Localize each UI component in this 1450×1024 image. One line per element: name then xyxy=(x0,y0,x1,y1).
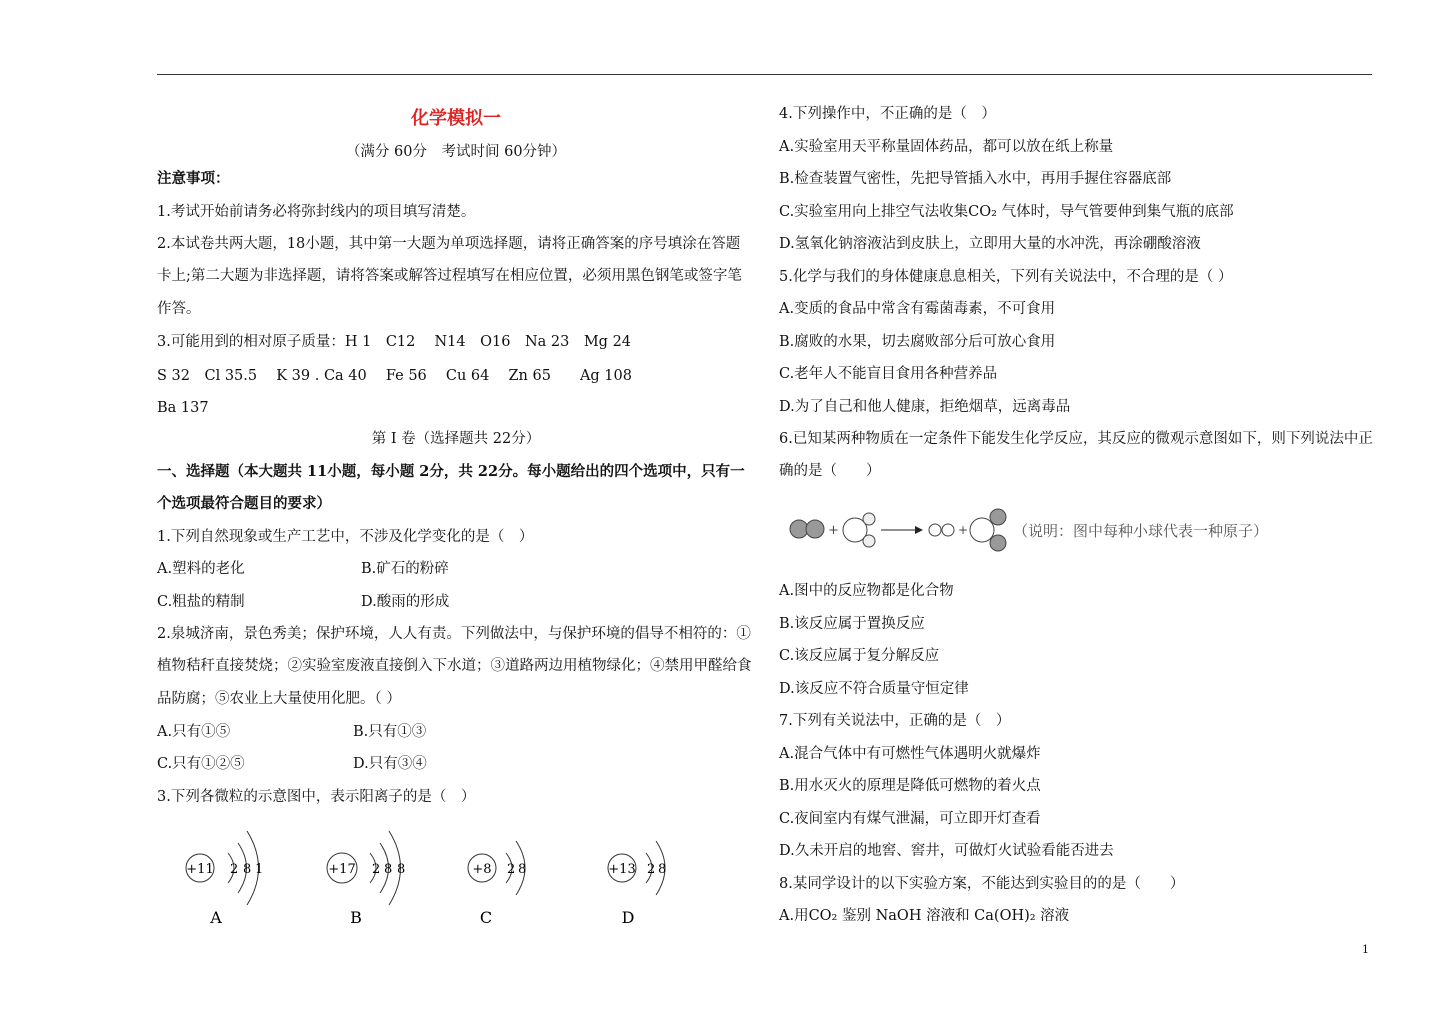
svg-text:A: A xyxy=(210,908,222,927)
q3-stem: 3.下列各微粒的示意图中，表示阳离子的是（ ） xyxy=(157,789,476,805)
atom-diagram-d xyxy=(608,841,666,927)
svg-text:+13: +13 xyxy=(608,862,636,877)
q2-option-b: B.只有①③ xyxy=(353,724,427,740)
notice-line: 1.考试开始前请务必将弥封线内的项目填写清楚。 xyxy=(157,204,476,220)
q1-option-a: A.塑料的老化 xyxy=(157,561,245,577)
subtitle: （满分 60分 考试时间 60分钟） xyxy=(345,144,567,160)
svg-text:D: D xyxy=(621,908,635,927)
notice-line: 2.本试卷共两大题，18小题，其中第一大题为单项选择题，请将正确答案的序号填涂在答题 xyxy=(157,236,741,252)
q6-option-a: A.图中的反应物都是化合物 xyxy=(779,583,954,599)
page-title: 化学模拟一 xyxy=(411,108,501,129)
svg-text:B: B xyxy=(350,908,362,927)
page-number: 1 xyxy=(1362,943,1369,956)
q1-stem: 1.下列自然现象或生产工艺中，不涉及化学变化的是（ ） xyxy=(157,529,534,545)
q2-stem: 品防腐；⑤农业上大量使用化肥。（ ） xyxy=(157,691,401,707)
svg-text:+17: +17 xyxy=(328,862,356,877)
svg-text:8: 8 xyxy=(397,862,406,877)
q4-stem: 4.下列操作中，不正确的是（ ） xyxy=(779,106,996,122)
svg-text:+: + xyxy=(828,523,839,538)
q1-option-c: C.粗盐的精制 xyxy=(157,594,245,610)
q8-option-a: A.用CO₂ 鉴别 NaOH 溶液和 Ca(OH)₂ 溶液 xyxy=(779,908,1070,924)
atom-diagram-c xyxy=(468,841,526,927)
q6-option-b: B.该反应属于置换反应 xyxy=(779,616,925,632)
atom-diagram-b xyxy=(327,831,405,927)
svg-text:1: 1 xyxy=(255,862,264,877)
part-heading: 个选项最符合题目的要求） xyxy=(157,495,331,512)
q7-option-a: A.混合气体中有可燃性气体遇明火就爆炸 xyxy=(779,746,1041,762)
section-title: 第 I 卷（选择题共 22分） xyxy=(371,431,541,447)
q2-option-d: D.只有③④ xyxy=(353,756,427,772)
q7-stem: 7.下列有关说法中，正确的是（ ） xyxy=(779,713,1011,729)
svg-text:8: 8 xyxy=(658,862,667,877)
notice-line: 作答。 xyxy=(157,301,201,317)
svg-text:8: 8 xyxy=(384,862,393,877)
q5-stem: 5.化学与我们的身体健康息息相关，下列有关说法中，不合理的是（ ） xyxy=(779,269,1233,285)
svg-text:C: C xyxy=(479,908,493,927)
q5-option-a: A.变质的食品中常含有霉菌毒素，不可食用 xyxy=(779,301,1056,317)
q2-option-c: C.只有①②⑤ xyxy=(157,756,245,772)
svg-text:2: 2 xyxy=(647,862,656,877)
header-rule xyxy=(157,74,1372,75)
q1-option-b: B.矿石的粉碎 xyxy=(361,561,449,577)
notice-line: Ba 137 xyxy=(157,400,209,416)
q4-option-c: C.实验室用向上排空气法收集CO₂ 气体时，导气管要伸到集气瓶的底部 xyxy=(779,204,1234,220)
atom-structure-diagrams xyxy=(170,825,690,935)
q5-option-d: D.为了自己和他人健康，拒绝烟草，远离毒品 xyxy=(779,399,1071,415)
notice-heading: 注意事项： xyxy=(157,170,230,187)
svg-text:8: 8 xyxy=(518,862,527,877)
notice-line: 3.可能用到的相对原子质量：H 1 C12 N14 O16 Na 23 Mg 24 xyxy=(157,334,632,350)
svg-text:+8: +8 xyxy=(472,862,492,877)
atom-diagram-a xyxy=(186,831,263,927)
svg-text:2: 2 xyxy=(507,862,516,877)
svg-text:+: + xyxy=(958,523,969,537)
reaction-note: （说明：图中每种小球代表一种原子） xyxy=(1013,522,1269,540)
svg-text:2: 2 xyxy=(372,862,381,877)
q2-stem: 2.泉城济南，景色秀美；保护环境，人人有责。下列做法中，与保护环境的倡导不相符的：① xyxy=(157,626,751,642)
q7-option-c: C.夜间室内有煤气泄漏，可立即开灯查看 xyxy=(779,811,1041,827)
q2-option-a: A.只有①⑤ xyxy=(157,724,231,740)
svg-text:2: 2 xyxy=(230,862,239,877)
q6-stem: 6.已知某两种物质在一定条件下能发生化学反应，其反应的微观示意图如下，则下列说法中正 xyxy=(779,431,1373,447)
notice-line: S 32 Cl 35.5 K 39 . Ca 40 Fe 56 Cu 64 Zn 65 Ag 108 xyxy=(157,368,632,384)
q4-option-b: B.检查装置气密性，先把导管插入水中，再用手握住容器底部 xyxy=(779,171,1172,187)
notice-line: 卡上;第二大题为非选择题，请将答案或解答过程填写在相应位置，必须用黑色钢笔或签字笔 xyxy=(157,268,742,284)
q2-stem: 植物秸秆直接焚烧；②实验室废液直接倒入下水道；③道路两边用植物绿化；④禁用甲醛给食 xyxy=(157,658,752,674)
reaction-diagram xyxy=(785,505,1285,560)
part-heading: 一、选择题（本大题共 11小题，每小题 2分，共 22分。每小题给出的四个选项中，只有一 xyxy=(157,463,745,480)
q4-option-a: A.实验室用天平称量固体药品，都可以放在纸上称量 xyxy=(779,139,1114,155)
q7-option-d: D.久未开启的地窖、窖井，可做灯火试验看能否进去 xyxy=(779,843,1114,859)
svg-text:8: 8 xyxy=(243,862,252,877)
q6-stem: 确的是（ ） xyxy=(779,463,881,479)
q5-option-b: B.腐败的水果，切去腐败部分后可放心食用 xyxy=(779,334,1056,350)
q6-option-c: C.该反应属于复分解反应 xyxy=(779,648,940,664)
q7-option-b: B.用水灭火的原理是降低可燃物的着火点 xyxy=(779,778,1041,794)
q8-stem: 8.某同学设计的以下实验方案，不能达到实验目的的是（ ） xyxy=(779,876,1185,892)
q5-option-c: C.老年人不能盲目食用各种营养品 xyxy=(779,366,998,382)
svg-text:+11: +11 xyxy=(186,862,214,877)
q1-option-d: D.酸雨的形成 xyxy=(361,594,450,610)
q4-option-d: D.氢氧化钠溶液沾到皮肤上，立即用大量的水冲洗，再涂硼酸溶液 xyxy=(779,236,1201,252)
q6-option-d: D.该反应不符合质量守恒定律 xyxy=(779,681,969,697)
